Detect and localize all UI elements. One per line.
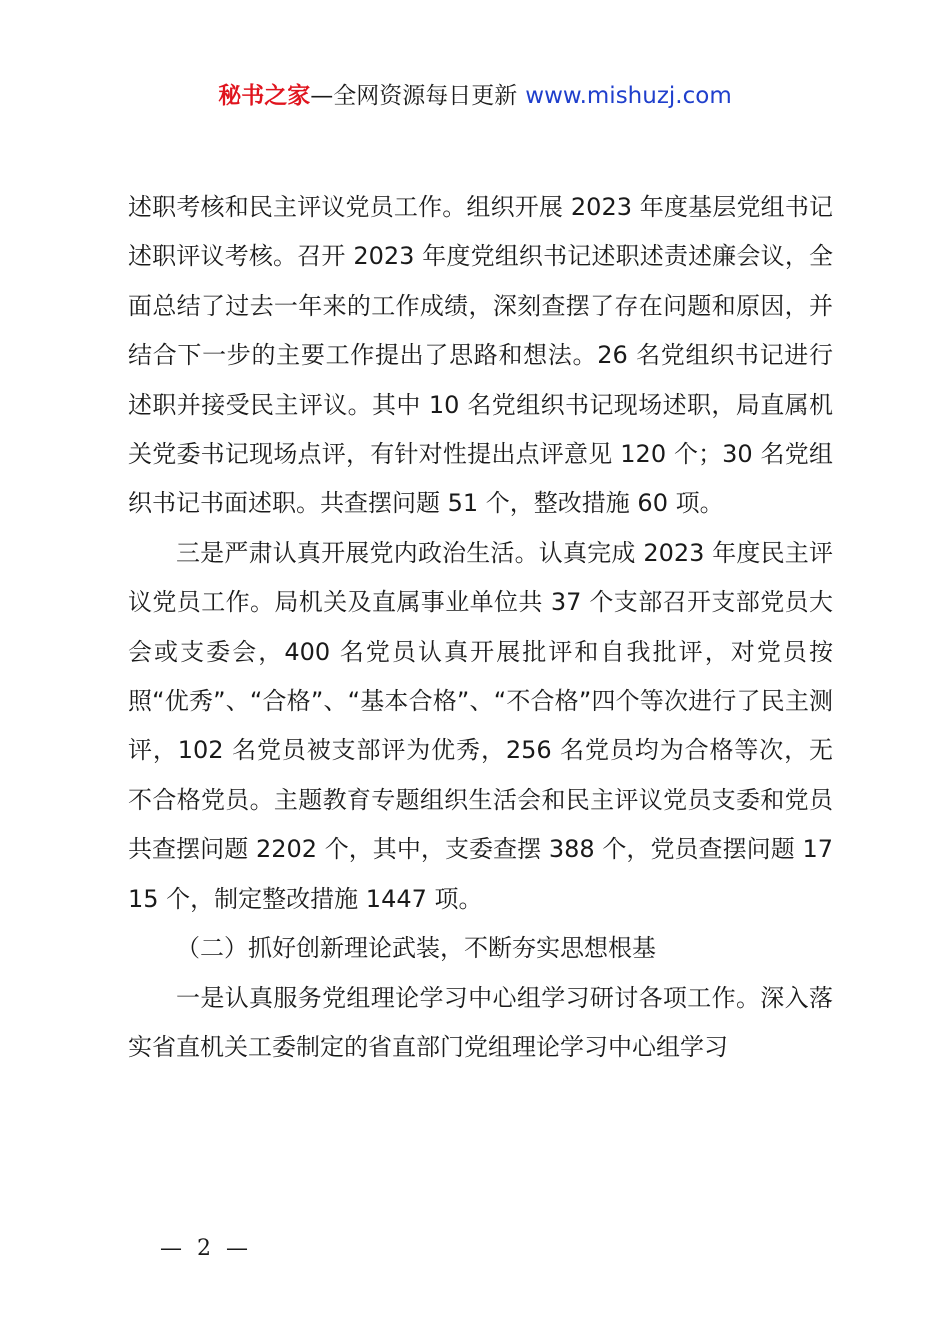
paragraph-political-life: 三是严肃认真开展党内政治生活。认真完成 2023 年度民主评议党员工作。局机关及直属事业单位共 37 个支部召开支部党员大会或支委会，400 名党员认真开展批评和自我批评，对党员按照“优秀”、“合格”、“基本合格”、“不合格”四个等次进行了民主测评，102 名党员被支部评为优秀，256 名党员均为合格等次，无不合格党员。主题教育专题组织生活会和民主评议党员支委和党员共查摆问题 2202 个，其中，支委查摆 388 个，党员查摆问题 1715 个，制定整改措施 1447 项。 <box>128 538 833 913</box>
site-header <box>0 80 950 112</box>
site-url-link[interactable]: www.mishuzj.com <box>525 83 732 109</box>
header-slogan: —全网资源每日更新 <box>310 83 518 109</box>
document-body <box>128 183 833 1072</box>
section-heading: （二）抓好创新理论武装，不断夯实思想根基 <box>176 934 656 963</box>
brand-name: 秘书之家 <box>218 83 311 109</box>
page-number: — 2 — <box>160 1236 252 1261</box>
paragraph-continued: 述职考核和民主评议党员工作。组织开展 2023 年度基层党组书记述职评议考核。召开 2023 年度党组织书记述职述责述廉会议，全面总结了过去一年来的工作成绩，深刻查摆了存在问题和原因，并结合下一步的主要工作提出了思路和想法。26 名党组织书记进行述职并接受民主评议。其中 10 名党组织书记现场述职，局直属机关党委书记现场点评，有针对性提出点评意见 120 个；30 名党组织书记书面述职。共查摆问题 51 个，整改措施 60 项。 <box>128 193 833 518</box>
paragraph-theory-study: 一是认真服务党组理论学习中心组学习研讨各项工作。深入落实省直机关工委制定的省直部门党组理论学习中心组学习 <box>128 983 833 1061</box>
